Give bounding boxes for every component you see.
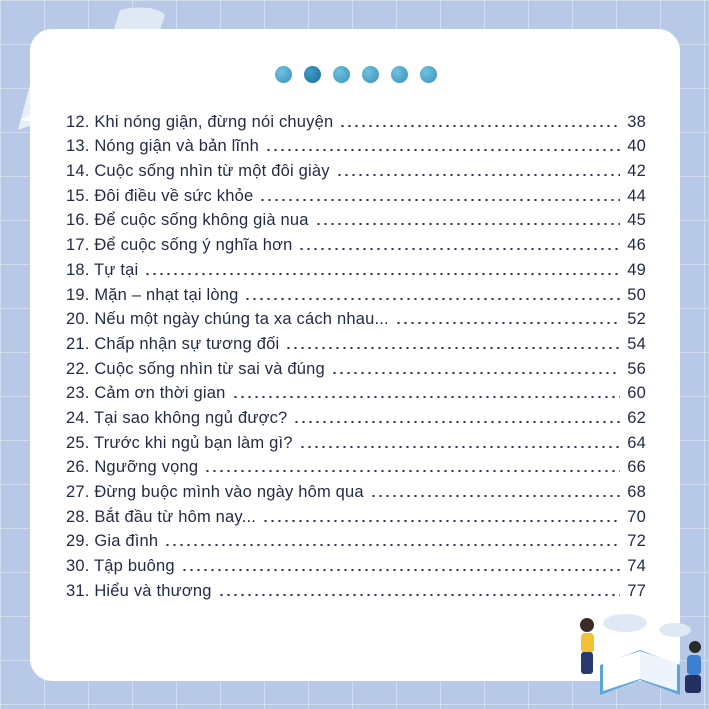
toc-entry-title: 19. Mặn – nhạt tại lòng: [66, 285, 239, 304]
toc-entry-title: 18. Tự tại: [66, 260, 139, 279]
toc-entry: [66, 181, 646, 206]
toc-entry-page: 50: [627, 285, 646, 304]
dot-leader: [285, 347, 620, 349]
toc-entry-title: 29. Gia đình: [66, 532, 159, 551]
toc-entry-title: 30. Tập buông: [66, 557, 175, 576]
dot-leader: [339, 125, 620, 127]
toc-entry: [66, 107, 646, 132]
toc-entry: [66, 280, 646, 305]
dot-leader: [144, 273, 620, 275]
toc-entry: [66, 255, 646, 280]
toc-entry: [66, 354, 646, 379]
toc-entry: [66, 132, 646, 157]
toc-entry-title: 23. Cảm ơn thời gian: [66, 384, 226, 403]
toc-entry: [66, 379, 646, 404]
toc-entry-page: 64: [627, 433, 646, 452]
dot-leader: [262, 520, 620, 522]
toc-entry-page: 60: [627, 384, 646, 403]
toc-entry-page: 72: [627, 532, 646, 551]
dot-leader: [298, 248, 620, 250]
toc-entry-title: 13. Nóng giận và bản lĩnh: [66, 137, 260, 156]
toc-entry-page: 42: [627, 162, 646, 181]
toc-entry-title: 26. Ngưỡng vọng: [66, 458, 199, 477]
decorative-dots: [275, 66, 437, 83]
toc-entry-page: 54: [627, 334, 646, 353]
toc-entry-title: 16. Để cuộc sống không già nua: [66, 211, 309, 230]
toc-entry-title: 12. Khi nóng giận, đừng nói chuyện: [66, 112, 334, 131]
toc-entry-title: 14. Cuộc sống nhìn từ một đôi giày: [66, 162, 330, 181]
reading-people-book-icon: [545, 595, 709, 709]
toc-entry-page: 46: [627, 236, 646, 255]
toc-entry-page: 56: [627, 359, 646, 378]
toc-entry: [66, 329, 646, 354]
toc-entry: [66, 156, 646, 181]
toc-entry-page: 38: [627, 112, 646, 131]
dot-icon: [420, 66, 437, 83]
dot-leader: [395, 322, 620, 324]
table-of-contents: [66, 107, 646, 601]
toc-entry-title: 25. Trước khi ngủ bạn làm gì?: [66, 433, 293, 452]
toc-entry-title: 15. Đôi điều về sức khỏe: [66, 186, 254, 205]
toc-entry-title: 22. Cuộc sống nhìn từ sai và đúng: [66, 359, 325, 378]
toc-entry-page: 45: [627, 211, 646, 230]
dot-icon: [304, 66, 321, 83]
toc-entry-title: 20. Nếu một ngày chúng ta xa cách nhau...: [66, 310, 389, 329]
dot-leader: [299, 446, 620, 448]
toc-entry: [66, 305, 646, 330]
toc-entry: [66, 551, 646, 576]
toc-entry: [66, 527, 646, 552]
toc-entry: [66, 428, 646, 453]
dot-leader: [204, 470, 620, 472]
toc-entry-page: 74: [627, 557, 646, 576]
dot-leader: [259, 199, 620, 201]
toc-entry-page: 70: [627, 507, 646, 526]
toc-entry-page: 52: [627, 310, 646, 329]
toc-entry-title: 27. Đừng buộc mình vào ngày hôm qua: [66, 483, 364, 501]
toc-entry-page: 49: [627, 260, 646, 279]
toc-entry-title: 17. Để cuộc sống ý nghĩa hơn: [66, 236, 293, 255]
dot-icon: [362, 66, 379, 83]
dot-icon: [333, 66, 350, 83]
toc-entry-title: 21. Chấp nhận sự tương đối: [66, 334, 280, 353]
toc-entry-page: 68: [627, 483, 646, 501]
dot-leader: [293, 421, 620, 423]
dot-leader: [315, 223, 620, 225]
toc-entry-page: 40: [627, 137, 646, 156]
toc-entry-title: 31. Hiểu và thương: [66, 581, 212, 600]
toc-entry-title: 24. Tại sao không ngủ được?: [66, 408, 288, 427]
dot-leader: [181, 569, 620, 571]
dot-leader: [244, 298, 620, 300]
toc-entry: [66, 230, 646, 255]
toc-entry: [66, 206, 646, 231]
dot-icon: [275, 66, 292, 83]
toc-entry: [66, 502, 646, 527]
dot-icon: [391, 66, 408, 83]
toc-entry-title: 28. Bắt đầu từ hôm nay...: [66, 507, 257, 526]
dot-leader: [370, 495, 620, 497]
toc-entry-page: 77: [627, 581, 646, 600]
toc-entry: [66, 453, 646, 478]
toc-entry: [66, 477, 646, 502]
dot-leader: [265, 149, 620, 151]
toc-entry: [66, 403, 646, 428]
dot-leader: [164, 544, 620, 546]
dot-leader: [331, 372, 620, 374]
toc-entry-page: 62: [627, 408, 646, 427]
toc-entry-page: 44: [627, 186, 646, 205]
dot-leader: [232, 396, 620, 398]
toc-entry-page: 66: [627, 458, 646, 477]
dot-leader: [336, 174, 620, 176]
